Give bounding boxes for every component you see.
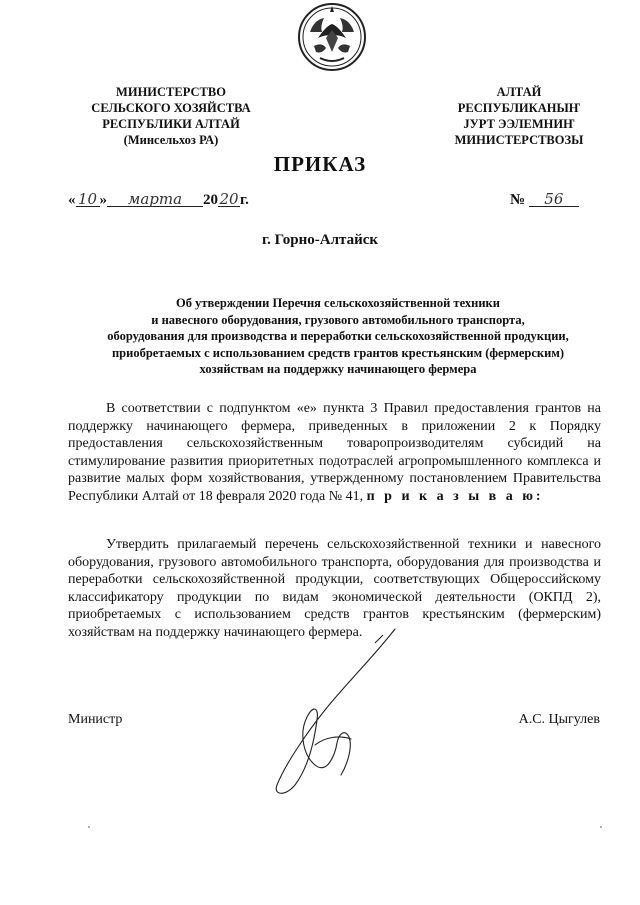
number-label: № bbox=[510, 192, 526, 208]
order-body-paragraph: Утвердить прилагаемый перечень сельскохозяйственной техники и навесного оборудования, грузового автомобильного транспорта, оборудования для производства и переработки сельскохозяйственной продукции, соответствующих Общероссийскому классификатору продукции по видам экономической деятельности (ОКПД 2), приобретаемых с использованием средств грантов крестьянским (фермерским) хозяйствам на поддержку начинающего фермера. bbox=[68, 537, 601, 640]
order-subject bbox=[70, 295, 606, 378]
subject-line: и навесного оборудования, грузового автомобильного транспорта, bbox=[151, 312, 525, 327]
preamble-text: В соответствии с подпунктом «е» пункта 3 Правил предоставления грантов на поддержку начинающего фермера, приведенных в приложении 2 к Порядку предоставления сельскохозяйственным товаропроизводителям субсидий на стимулирование развития приоритетных подотраслей агропромышленного комплекса и развитие малых форм хозяйствования, утвержденному постановлением Правительства Республики Алтай от 18 февраля 2020 года № 41, bbox=[68, 401, 601, 504]
subject-line: хозяйствам на поддержку начинающего фермера bbox=[199, 362, 477, 376]
date-open-quote: « bbox=[68, 192, 76, 208]
date-year-suffix: 20 bbox=[219, 190, 239, 208]
subject-line: Об утверждении Перечня сельскохозяйственной техники bbox=[176, 296, 500, 310]
header-right-line: РЕСПУБЛИКАНЫҤ bbox=[457, 101, 581, 115]
ministry-header-altai bbox=[408, 84, 630, 148]
document-title: ПРИКАЗ bbox=[273, 152, 367, 176]
handwritten-signature bbox=[255, 625, 415, 800]
command-word: п р и к а з ы в а ю: bbox=[366, 488, 544, 504]
header-left-line: (Минсельхоз РА) bbox=[123, 133, 219, 147]
order-date bbox=[68, 192, 249, 209]
date-month: марта bbox=[107, 192, 203, 207]
order-number bbox=[510, 192, 579, 209]
header-left-line: МИНИСТЕРСТВО bbox=[116, 85, 226, 99]
number-value: 56 bbox=[529, 192, 579, 207]
subject-line: приобретаемых с использованием средств грантов крестьянским (фермерским) bbox=[111, 345, 565, 360]
signer-position: Министр bbox=[68, 712, 123, 727]
date-close-quote: » bbox=[99, 192, 107, 208]
header-left-line: РЕСПУБЛИКИ АЛТАЙ bbox=[102, 117, 240, 131]
header-left-line: СЕЛЬСКОГО ХОЗЯЙСТВА bbox=[91, 101, 251, 115]
scan-speck bbox=[600, 826, 602, 828]
subject-line: оборудования для производства и переработки сельскохозяйственной продукции, bbox=[107, 329, 569, 343]
header-right-line: МИНИСТЕРСТВОЗЫ bbox=[454, 133, 584, 147]
city-name: г. Горно-Алтайск bbox=[261, 232, 379, 248]
preamble-paragraph bbox=[68, 400, 601, 506]
date-day: 10 bbox=[76, 192, 100, 207]
header-right-line: ЈУРТ ЭЭЛЕМНИҤ bbox=[463, 117, 575, 131]
coat-of-arms-emblem bbox=[296, 2, 368, 72]
header-right-line: АЛТАЙ bbox=[496, 85, 542, 99]
ministry-header-russian bbox=[60, 84, 282, 148]
date-suffix: г. bbox=[240, 192, 249, 208]
date-year-prefix: 20 bbox=[203, 192, 218, 208]
scan-speck bbox=[88, 826, 90, 828]
signer-name: А.С. Цыгулев bbox=[518, 712, 600, 727]
